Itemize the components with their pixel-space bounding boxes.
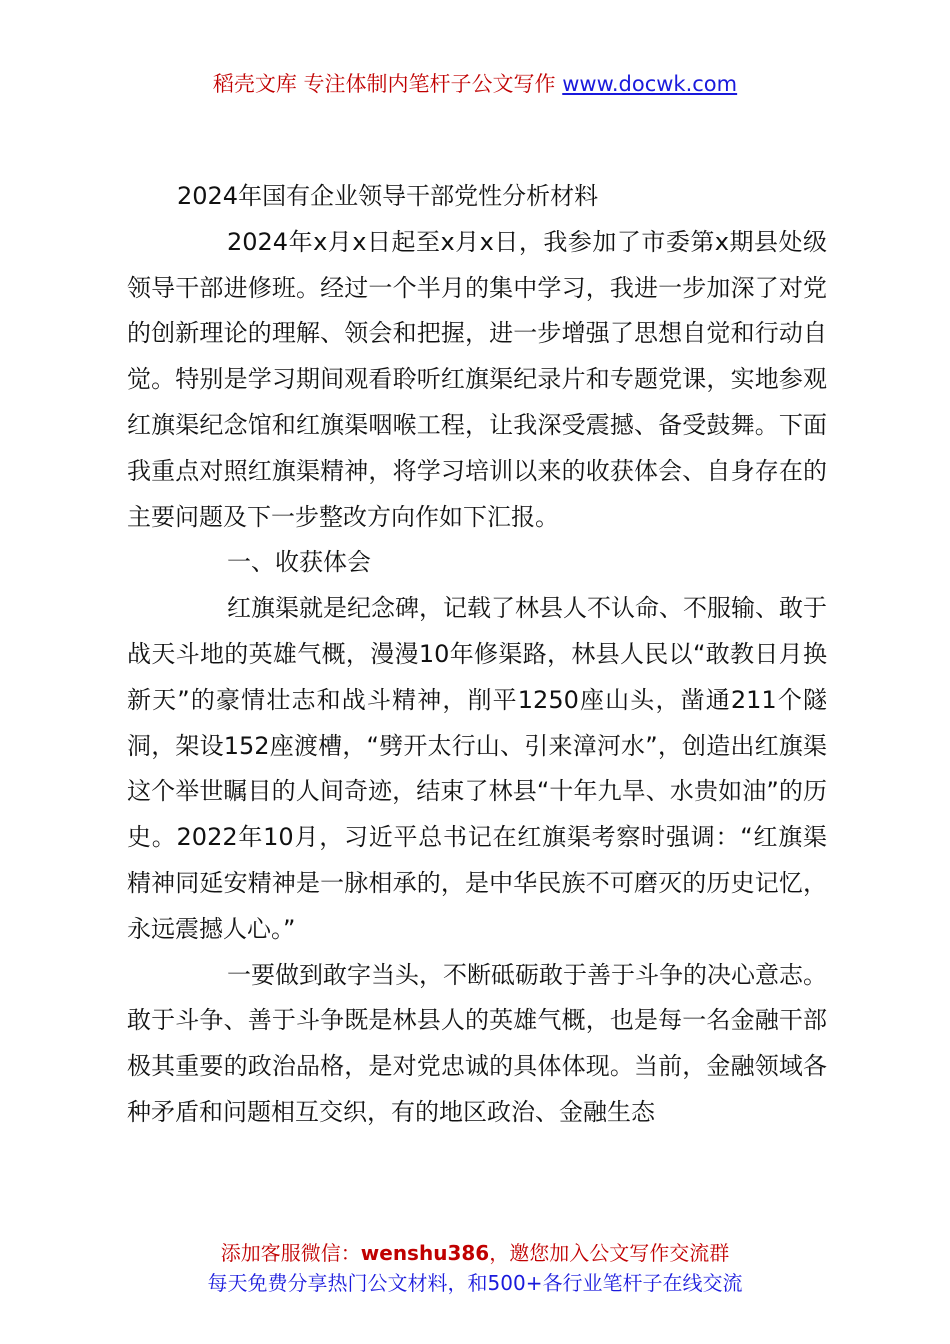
- paragraph-hongqiqu: 红旗渠就是纪念碑，记载了林县人不认命、不服输、敢于战天斗地的英雄气概，漫漫10年修渠路，林县人民以“敢教日月换新天”的豪情壮志和战斗精神，削平1250座山头，凿通211个隧洞，架设152座渡槽，“劈开太行山、引来漳河水”，创造出红旗渠这个举世瞩目的人间奇迹，结束了林县“十年九旱、水贵如油”的历史。2022年10月，习近平总书记在红旗渠考察时强调：“红旗渠精神同延安精神是一脉相承的，是中华民族不可磨灭的历史记忆，永远震撼人心。”: [127, 594, 827, 943]
- footer-contact-suffix: ，邀您加入公文写作交流群: [489, 1241, 730, 1265]
- paragraph-intro: 2024年x月x日起至x月x日，我参加了市委第x期县处级领导干部进修班。经过一个半月的集中学习，我进一步加深了对党的创新理论的理解、领会和把握，进一步增强了思想自觉和行动自觉。特别是学习期间观看聆听红旗渠纪录片和专题党课，实地参观红旗渠纪念馆和红旗渠咽喉工程，让我深受震撼、备受鼓舞。下面我重点对照红旗渠精神，将学习培训以来的收获体会、自身存在的主要问题及下一步整改方向作如下汇报。: [127, 227, 827, 531]
- section-heading: 一、收获体会: [227, 548, 371, 577]
- document-body: [127, 174, 827, 1136]
- paragraph-point-one: 一要做到敢字当头，不断砥砺敢于善于斗争的决心意志。敢于斗争、善于斗争既是林县人的英雄气概，也是每一名金融干部极其重要的政治品格，是对党忠诚的具体体现。当前，金融领域各种矛盾和问题相互交织，有的地区政治、金融生态: [127, 960, 827, 1126]
- page-footer: [0, 1238, 950, 1298]
- site-link[interactable]: www.docwk.com: [562, 72, 738, 96]
- footer-promo-line: 每天免费分享热门公文材料，和500+各行业笔杆子在线交流: [207, 1271, 743, 1295]
- wechat-id: wenshu386: [360, 1241, 490, 1265]
- footer-contact-prefix: 添加客服微信：: [220, 1241, 361, 1265]
- page-header: [0, 68, 950, 100]
- footer-contact-line: [0, 1238, 950, 1268]
- site-name: 稻壳文库 专注体制内笔杆子公文写作: [212, 72, 556, 96]
- document-title: 2024年国有企业领导干部党性分析材料: [177, 182, 599, 210]
